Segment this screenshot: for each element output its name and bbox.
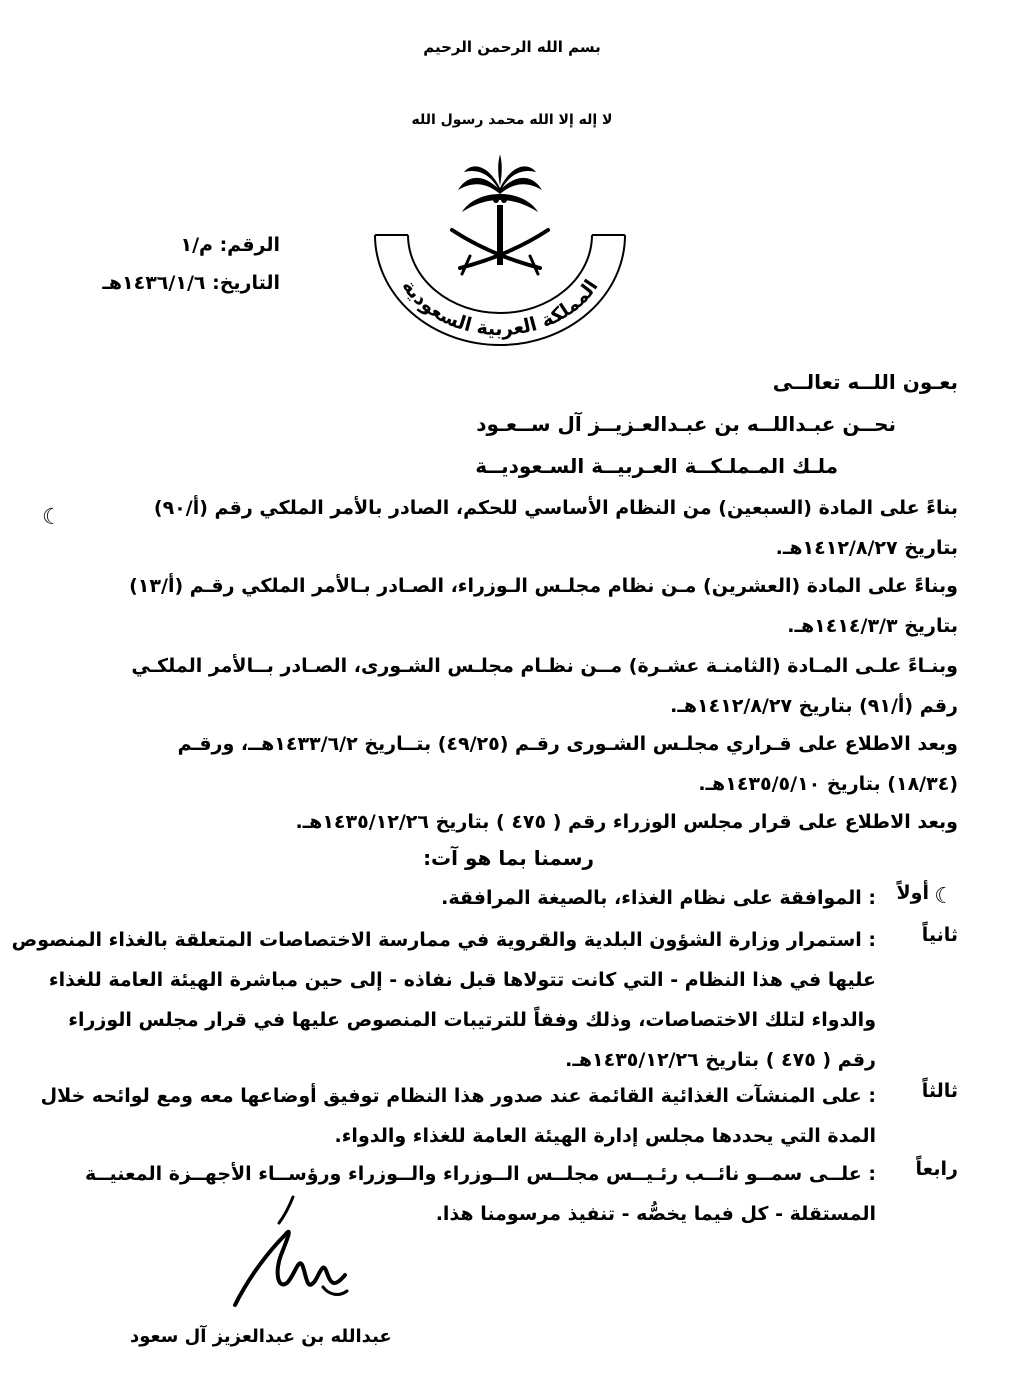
signatory-name: عبدالله بن عبدالعزيز آل سعود [130,1326,392,1347]
preamble-line: بناءً على المادة (السبعين) من النظام الأساسي للحكم، الصادر بالأمر الملكي رقم (أ/٩٠) [153,497,958,519]
reference-block [80,226,280,302]
preamble-line: (١٨/٣٤) بتاريخ ١٤٣٥/٥/١٠هـ. [698,773,958,795]
preamble-paragraph [58,724,958,804]
preamble-line: وبعد الاطلاع على قـراري مجلـس الشـورى رقـم (٤٩/٢٥) بتــاريخ ١٤٣٣/٦/٢هــ، ورقـم [177,733,958,755]
preamble-line: رقم (أ/٩١) بتاريخ ١٤١٢/٨/٢٧هـ. [670,695,958,717]
emblem-arc-text: المملكة العربية السعودية [397,275,603,341]
preamble-paragraph [58,802,958,842]
svg-text:المملكة العربية السعودية [397,276,602,341]
saudi-emblem [360,150,640,350]
reference-date: التاريخ: ١٤٣٦/١/٦هـ [102,272,280,294]
article-label: رابعاً [915,1158,958,1180]
opening-line-2: نحــن عبـداللــه بن عبـدالعـزيــز آل ســعـود [476,412,896,436]
article-text [66,1154,876,1234]
reference-number: الرقم: م/١ [180,234,280,256]
article-label: أولاً [896,882,929,904]
palm-tree-icon [458,154,542,265]
article-line: المدة التي يحددها مجلس إدارة الهيئة العامة للغذاء والدواء. [334,1125,876,1147]
article-text [11,920,876,1080]
article-line: والدواء لتلك الاختصاصات، وذلك وفقاً للترتيبات المنصوص عليها في قرار مجلس الوزراء [68,1009,876,1031]
article-line: عليها في هذا النظام - التي كانت تتولاها قبل نفاذه - إلى حين مباشرة الهيئة العامة للغذاء [48,969,876,991]
preamble-line: وبناءً على المادة (العشرين) مـن نظام مجلـس الـوزراء، الصـادر بـالأمر الملكي رقـم (أ/١٣) [129,575,958,597]
crescent-mark-icon: ☾ [934,884,954,909]
article-line: : استمرار وزارة الشؤون البلدية والقروية في ممارسة الاختصاصات المتعلقة بالغذاء المنصوص [11,929,876,951]
handwritten-signature [215,1195,355,1320]
article-text [40,1076,876,1156]
article-label: ثالثاً [921,1080,958,1102]
decree-intro: رسمنا بما هو آت: [423,846,594,870]
preamble-paragraph [58,488,958,568]
preamble-line: وبنـاءً علـى المـادة (الثامنـة عشـرة) مــن نظـام مجلـس الشـورى، الصـادر بــالأمر الملكـي [131,655,958,677]
shahada-text: لا إله إلا الله محمد رسول الله [411,112,613,128]
crescent-mark-icon: ☾ [42,505,62,530]
opening-line-1: بعـون اللــه تعالــى [772,370,958,394]
article-line: رقم ( ٤٧٥ ) بتاريخ ١٤٣٥/١٢/٢٦هـ. [565,1049,876,1071]
article-line: : الموافقة على نظام الغذاء، بالصيغة المرافقة. [441,887,876,909]
preamble-line: بتاريخ ١٤١٢/٨/٢٧هـ. [775,537,958,559]
article-line: : على المنشآت الغذائية القائمة عند صدور هذا النظام توفيق أوضاعها معه ومع لوائحه خلال [40,1085,876,1107]
preamble-paragraph [58,646,958,726]
opening-line-3: ملـك المـملـكــة العـربيــة السـعوديــة [475,454,838,478]
preamble-line: بتاريخ ١٤١٤/٣/٣هـ. [787,615,958,637]
article-text [66,878,876,918]
bismillah-header: بسم الله الرحمن الرحيم [423,38,601,56]
preamble-paragraph [58,566,958,646]
article-line: : علــى سمــو نائــب رئـيــس مجلــس الــوزراء والــوزراء ورؤســاء الأجهــزة المعنيــة [85,1163,876,1185]
preamble-line: وبعد الاطلاع على قرار مجلس الوزراء رقم ( ٤٧٥ ) بتاريخ ١٤٣٥/١٢/٢٦هـ. [295,811,958,833]
article-label: ثانياً [921,924,958,946]
article-line: المستقلة - كل فيما يخصُّه - تنفيذ مرسومنا هذا. [435,1203,876,1225]
